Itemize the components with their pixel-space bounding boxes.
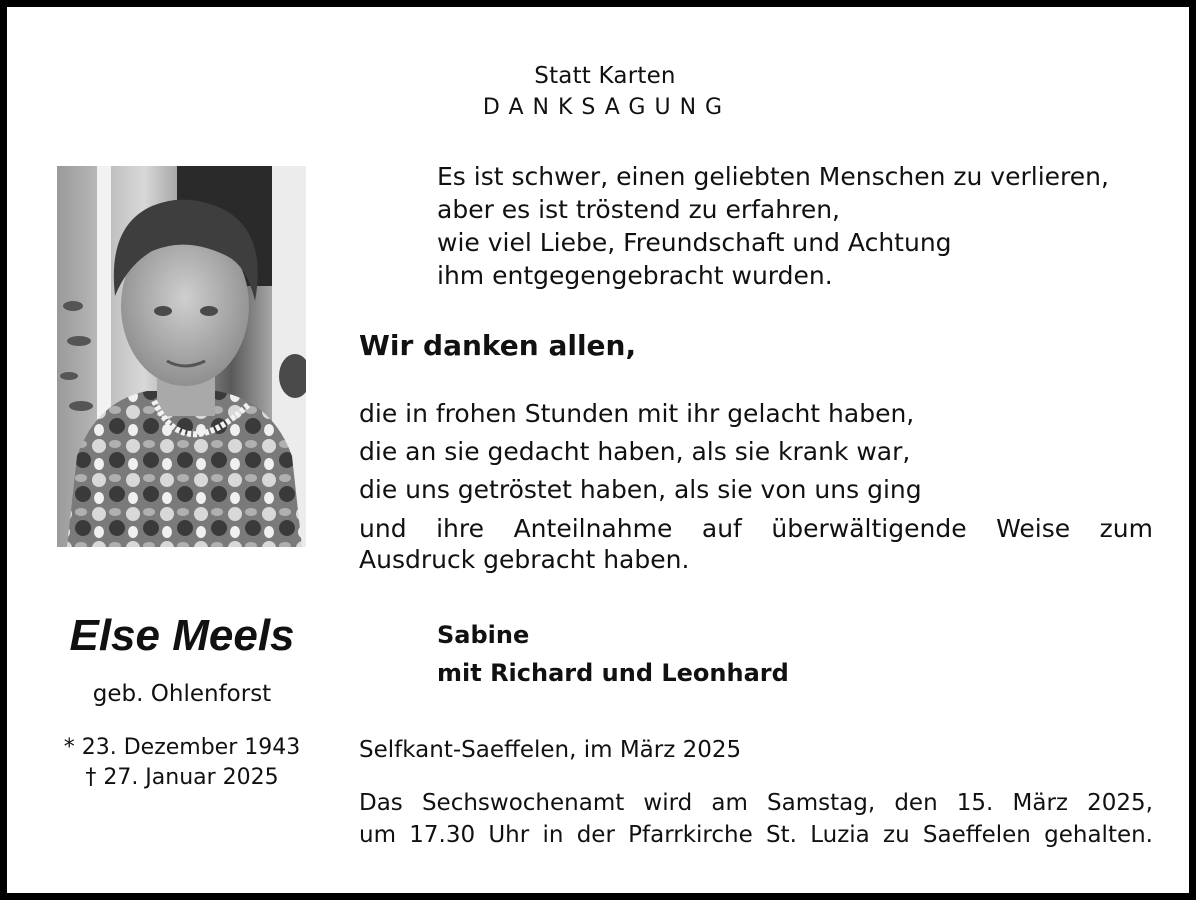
thanks-line: die uns getröstet haben, als sie von uns ging <box>359 475 922 504</box>
birth-name: geb. Ohlenforst <box>92 681 272 707</box>
signer-line: mit Richard und Leonhard <box>437 659 789 687</box>
thanks-closing-line: und ihre Anteilnahme auf überwältigende Weise zum <box>359 514 1153 543</box>
service-notice <box>359 787 1153 851</box>
quote-line: ihm entgegengebracht wurden. <box>437 261 833 290</box>
signer-line: Sabine <box>437 621 530 649</box>
thanks-line: die an sie gedacht haben, als sie krank war, <box>359 437 911 466</box>
thanks-list <box>359 395 922 509</box>
quote-line: wie viel Liebe, Freundschaft und Achtung <box>437 228 952 257</box>
thanks-closing-line: Ausdruck gebracht haben. <box>359 545 690 574</box>
service-line: um 17.30 Uhr in der Pfarrkirche St. Luzia zu Saeffelen gehalten. <box>359 822 1153 848</box>
thanks-closing <box>359 513 1153 575</box>
portrait-photo <box>57 166 306 547</box>
quote-line: aber es ist tröstend zu erfahren, <box>437 195 841 224</box>
quote-block <box>437 160 1109 292</box>
life-dates <box>47 733 317 793</box>
service-line: Das Sechswochenamt wird am Samstag, den 15. März 2025, <box>359 790 1153 816</box>
thanks-heading: Wir danken allen, <box>359 329 637 362</box>
place-date: Selfkant-Saeffelen, im März 2025 <box>359 737 742 763</box>
birth-date: * 23. Dezember 1943 <box>63 735 301 760</box>
thanks-line: die in frohen Stunden mit ihr gelacht haben, <box>359 399 915 428</box>
header-subtitle: Statt Karten <box>534 63 676 89</box>
header-title: DANKSAGUNG <box>482 95 732 120</box>
death-date: † 27. Januar 2025 <box>85 765 279 790</box>
signers <box>437 616 789 692</box>
quote-line: Es ist schwer, einen geliebten Menschen zu verlieren, <box>437 162 1109 191</box>
deceased-name: Else Meels <box>69 611 295 660</box>
